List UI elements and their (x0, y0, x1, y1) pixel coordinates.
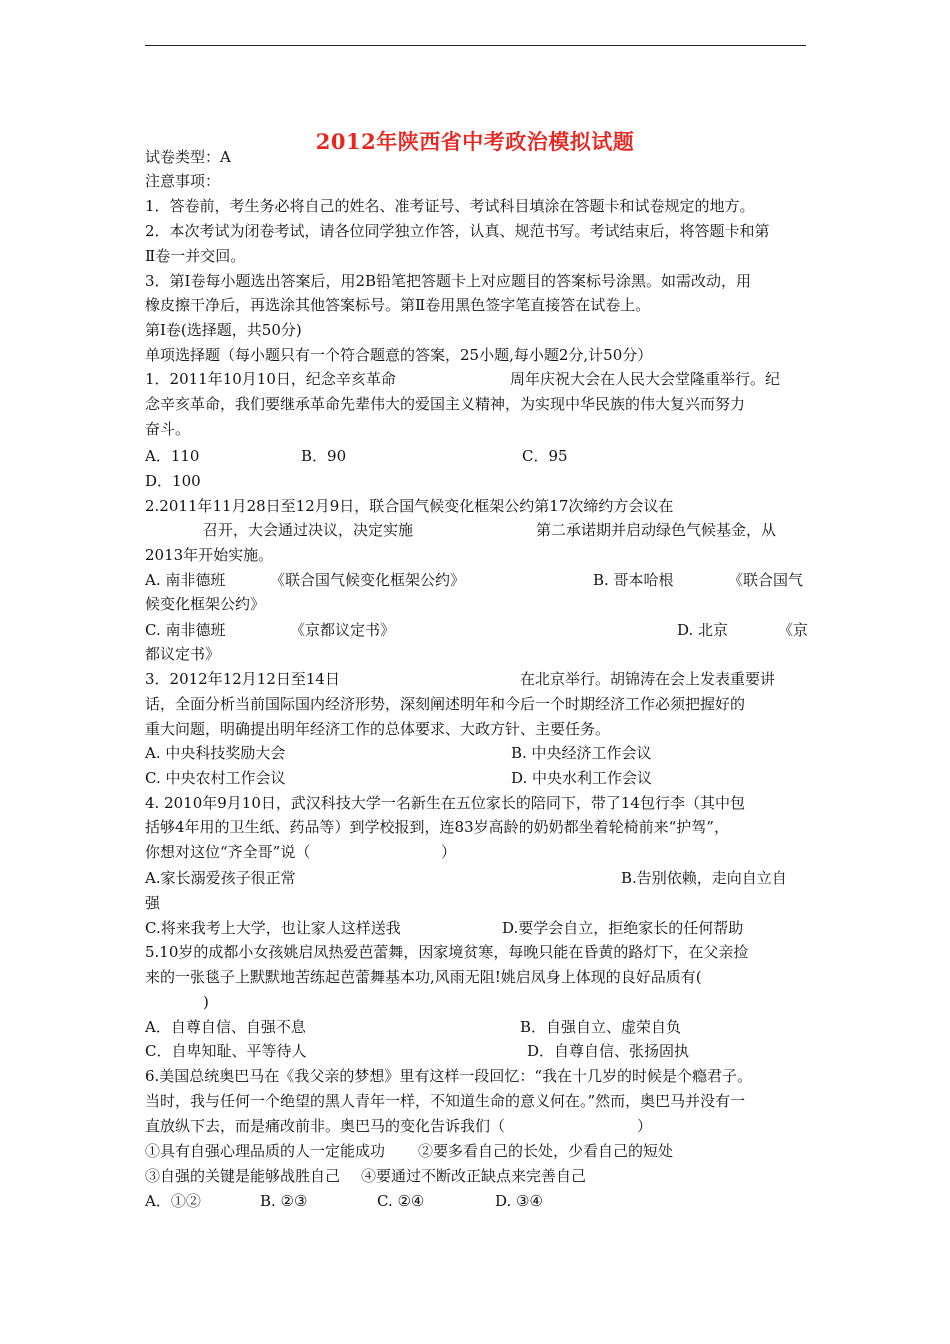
text-line: C. 南非德班 (145, 621, 226, 639)
text-line: 试卷类型：A (145, 148, 231, 166)
text-line: D. 北京 (677, 621, 729, 639)
text-line: ①具有自强心理品质的人一定能成功 (145, 1142, 386, 1160)
text-line: 来的一张毯子上默默地苦练起芭蕾舞基本功,风雨无阻!姚启凤身上体现的良好品质有( (145, 968, 702, 986)
text-line: B.告别依赖，走向自立自 (621, 869, 787, 887)
text-line: C．自卑知耻、平等待人 (145, 1042, 307, 1060)
text-line: 强 (145, 894, 161, 912)
text-line: ) (203, 993, 209, 1011)
text-line: 重大问题，明确提出明年经济工作的总体要求、大政方针、主要任务。 (145, 720, 611, 738)
text-line: 4. 2010年9月10日，武汉科技大学一名新生在五位家长的陪同下，带了14包行李（其中包 (145, 794, 745, 812)
text-line: 橡皮擦干净后，再选涂其他答案标号。第Ⅱ卷用黑色签字笔直接答在试卷上。 (145, 296, 651, 314)
page-title: 2012年陕西省中考政治模拟试题 (315, 129, 635, 154)
text-line: 话，全面分析当前国际国内经济形势，深刻阐述明年和今后一个时期经济工作必须把握好的 (145, 695, 746, 713)
text-line: 都议定书》 (145, 645, 221, 663)
text-line: 《京 (778, 621, 809, 639)
text-line: D．100 (145, 472, 201, 490)
text-line: C. ②④ (377, 1192, 425, 1210)
text-line: D. ③④ (495, 1192, 543, 1210)
text-line: C．95 (522, 447, 568, 465)
text-line: B．自强自立、虚荣自负 (520, 1018, 682, 1036)
text-line: A．①② (145, 1192, 201, 1210)
text-line: B. ②③ (260, 1192, 308, 1210)
text-line: 3．2012年12月12日至14日 (145, 670, 340, 688)
text-line: 《联合国气 (728, 571, 804, 589)
text-line: 单项选择题（每小题只有一个符合题意的答案，25小题,每小题2分,计50分） (145, 346, 653, 364)
text-line: 召开，大会通过决议，决定实施 (203, 521, 414, 539)
text-line: C. 中央农村工作会议 (145, 769, 286, 787)
text-line: C.将来我考上大学，也让家人这样送我 (145, 919, 401, 937)
text-line: 2．本次考试为闭卷考试，请各位同学独立作答，认真、规范书写。考试结束后，将答题卡和第 (145, 222, 770, 240)
header-rule (145, 45, 806, 46)
text-line: 括够4年用的卫生纸、药品等）到学校报到，连83岁高龄的奶奶都坐着轮椅前来“护驾”， (145, 818, 729, 836)
text-line: ） (637, 1117, 653, 1135)
text-line: 1．答卷前，考生务必将自己的姓名、准考证号、考试科目填涂在答题卡和试卷规定的地方。 (145, 197, 755, 215)
text-line: 第Ⅰ卷(选择题，共50分) (145, 321, 302, 339)
text-line: ②要多看自己的长处，少看自己的短处 (418, 1142, 674, 1160)
text-line: B. 哥本哈根 (593, 571, 674, 589)
text-line: ③自强的关键是能够战胜自己 (145, 1167, 341, 1185)
text-line: B．90 (301, 447, 347, 465)
text-line: ④要通过不断改正缺点来完善自己 (361, 1167, 587, 1185)
text-line: A. 南非德班 (145, 571, 226, 589)
text-line: 奋斗。 (145, 420, 191, 438)
text-line: 第二承诺期并启动绿色气候基金，从 (536, 521, 777, 539)
text-line: 5.10岁的成都小女孩姚启凤热爱芭蕾舞，因家境贫寒，每晚只能在昏黄的路灯下，在父亲捡 (145, 943, 749, 961)
text-line: 6.美国总统奥巴马在《我父亲的梦想》里有这样一段回忆：“我在十几岁的时候是个瘾君子。 (145, 1067, 752, 1085)
text-line: A．自尊自信、自强不息 (145, 1018, 306, 1036)
text-line: Ⅱ卷一并交回。 (145, 247, 246, 265)
text-line: 2013年开始实施。 (145, 546, 274, 564)
text-line: A. 中央科技奖励大会 (145, 744, 286, 762)
text-line: 2.2011年11月28日至12月9日，联合国气候变化框架公约第17次缔约方会议在 (145, 497, 674, 515)
text-line: 你想对这位“齐全哥”说（ (145, 843, 311, 861)
text-line: B. 中央经济工作会议 (511, 744, 652, 762)
text-line: 《京都议定书》 (290, 621, 396, 639)
text-line: 在北京举行。胡锦涛在会上发表重要讲 (520, 670, 776, 688)
text-line: A.家长溺爱孩子很正常 (145, 869, 296, 887)
text-line: 1．2011年10月10日，纪念辛亥革命 (145, 370, 396, 388)
text-line: 直放纵下去，而是痛改前非。奥巴马的变化告诉我们（ (145, 1117, 506, 1135)
text-line: D.要学会自立，拒绝家长的任何帮助 (502, 919, 744, 937)
text-line: 3．第Ⅰ卷每小题选出答案后，用2B铅笔把答题卡上对应题目的答案标号涂黑。如需改动，用 (145, 272, 752, 290)
text-line: 念辛亥革命，我们要继承革命先辈伟大的爱国主义精神，为实现中华民族的伟大复兴而努力 (145, 395, 746, 413)
text-line: 当时，我与任何一个绝望的黑人青年一样，不知道生命的意义何在。”然而，奥巴马并没有一 (145, 1092, 746, 1110)
text-line: 候变化框架公约》 (145, 595, 266, 613)
text-line: D. 中央水利工作会议 (511, 769, 653, 787)
text-line: 《联合国气候变化框架公约》 (270, 571, 466, 589)
text-line: ） (441, 843, 457, 861)
text-line: 注意事项： (145, 172, 221, 190)
text-line: A．110 (145, 447, 200, 465)
text-line: D．自尊自信、张扬固执 (527, 1042, 690, 1060)
text-line: 周年庆祝大会在人民大会堂隆重举行。纪 (510, 370, 781, 388)
